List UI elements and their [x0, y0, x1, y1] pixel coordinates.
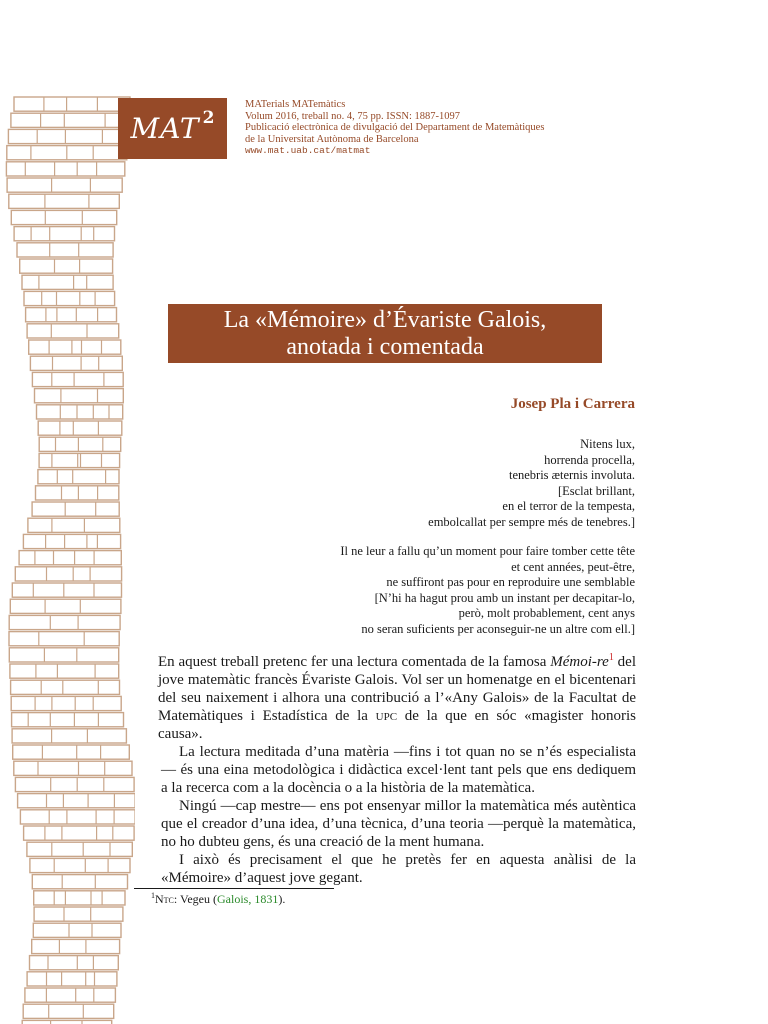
- paragraph-text: En aquest treball pretenc fer una lectura comentada de la famosa: [158, 654, 551, 670]
- title-line-2: anotada i comentada: [286, 333, 484, 360]
- epigraph-line: però, molt probablement, cent anys: [458, 606, 635, 621]
- epigraph-line: ne suffiront pas pour en reproduire une semblable: [386, 575, 635, 590]
- paragraph-text: de la que en sóc «magister honoris causa».: [158, 708, 636, 742]
- epigraph-line: no seran suficients per aconseguir-ne un altre com ell.]: [361, 621, 635, 636]
- epigraph-line: embolcallat per sempre més de tenebres.]: [428, 514, 635, 529]
- epigraph-french: [340, 544, 635, 638]
- paragraph-text: del jove matemàtic francès Évariste Galois. Vol ser un homenatge en el bicentenari del seu naixement i alhora una contribució a l’«Any Galois» de la Facultat de Matemàtiques i Estadística de la: [158, 654, 636, 724]
- journal-volume: Volum 2016, treball no. 4, 75 pp. ISSN: 1887-1097: [245, 110, 461, 122]
- footnote-divider: [134, 888, 334, 889]
- epigraph-line: en el terror de la tempesta,: [502, 499, 635, 514]
- journal-info: [245, 99, 645, 157]
- body-paragraph-4: I això és precisament el que he pretès fer en aquesta anàlisi de la «Mémoire» d’aquest jove gegant.: [161, 852, 636, 886]
- epigraph-line: et cent années, peut-être,: [511, 559, 635, 574]
- body-paragraph-2: La lectura meditada d’una matèria —fins i tot quan no se n’és especialista— és una eina metodològica i didàctica excel·lent tant pels que ens dediquem a la recerca com a la docència o a la història de la matemàtica.: [161, 744, 636, 796]
- journal-publisher-line2: de la Universitat Autònoma de Barcelona: [245, 133, 419, 145]
- epigraph-line: horrenda procella,: [544, 452, 635, 467]
- epigraph-line: [Esclat brillant,: [557, 483, 635, 498]
- journal-logo: [118, 98, 227, 159]
- epigraph-line: Nitens lux,: [580, 437, 635, 451]
- epigraph-line: Il ne leur a fallu qu’un moment pour faire tomber cette tête: [340, 544, 635, 558]
- epigraph-line: [N’hi ha hagut prou amb un instant per decapitar-lo,: [374, 590, 635, 605]
- footnote-label: Ntc: [155, 892, 174, 906]
- citation-link[interactable]: Galois, 1831: [217, 892, 279, 906]
- title-line-1: La «Mémoire» d’Évariste Galois,: [223, 306, 547, 333]
- upc-acronym: upc: [375, 708, 398, 724]
- author-name: Josep Pla i Carrera: [510, 396, 635, 412]
- footnote-text: : Vegeu (: [173, 892, 217, 906]
- journal-url-link[interactable]: www.mat.uab.cat/matmat: [245, 145, 371, 156]
- decorative-brick-column: [0, 96, 135, 1024]
- memoire-emphasis: Mémoi-re: [550, 654, 609, 670]
- epigraph-latin: [428, 437, 635, 531]
- body-paragraph-1: [158, 653, 636, 743]
- epigraph-line: tenebris æternis involuta.: [508, 468, 635, 483]
- footnote: [151, 891, 285, 907]
- journal-name: MATerials MATemàtics: [245, 99, 346, 110]
- journal-logo-superscript: 2: [202, 107, 215, 128]
- journal-publisher-line1: Publicació electrònica de divulgació del Departament de Matemàtiques: [245, 122, 545, 133]
- article-title: [168, 304, 602, 363]
- body-paragraph-3: Ningú —cap mestre— ens pot ensenyar millor la matemàtica més autèntica que el creador d’una idea, d’una tècnica, d’una teoria —perquè la matemàtica, no ho dubteu gens, és una creació de la ment humana.: [161, 798, 636, 850]
- footnote-marker-link[interactable]: 1: [608, 652, 614, 663]
- article-body: [158, 652, 636, 887]
- footnote-text: ).: [278, 892, 286, 906]
- journal-logo-text: MAT: [130, 112, 200, 145]
- footnote-number: 1: [151, 891, 155, 900]
